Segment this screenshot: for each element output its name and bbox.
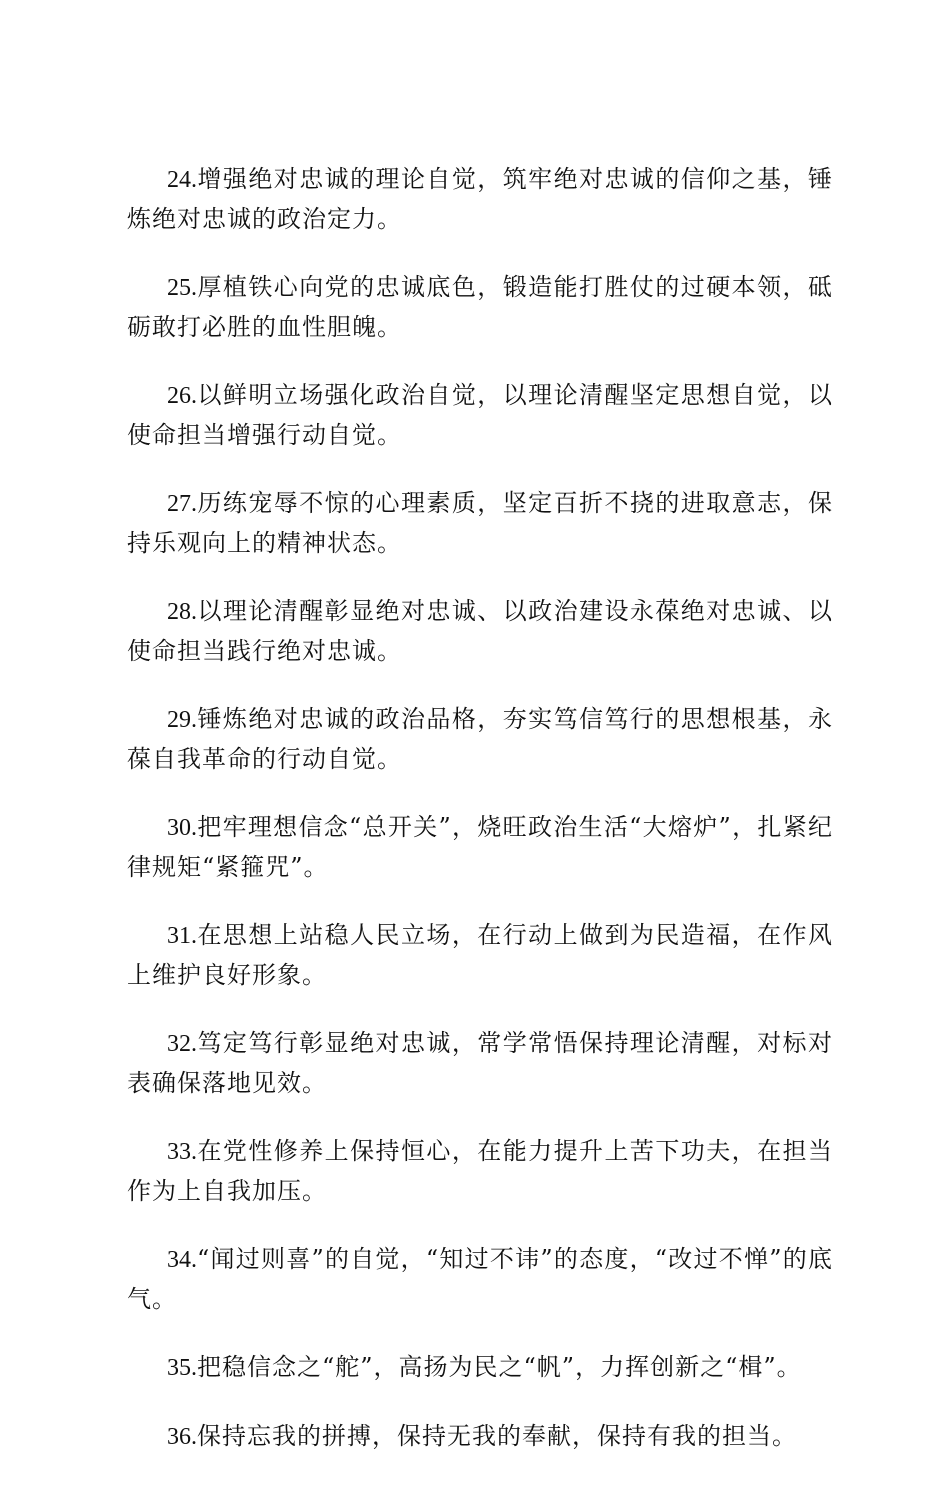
item-text: 把稳信念之“舵”，高扬为民之“帆”，力挥创新之“楫”。 <box>197 1353 802 1381</box>
item-text: 把牢理想信念“总开关”，烧旺政治生活“大熔炉”，扎紧纪律规矩“紧箍咒”。 <box>127 813 833 881</box>
item-number: 35. <box>167 1355 197 1381</box>
item-number: 30. <box>167 815 197 841</box>
item-number: 28. <box>167 599 197 625</box>
list-item <box>127 376 833 455</box>
item-number: 32. <box>167 1031 197 1057</box>
item-number: 27. <box>167 491 197 517</box>
list-item <box>127 1132 833 1211</box>
list-item <box>127 268 833 347</box>
list-item <box>127 1417 833 1457</box>
item-text: 增强绝对忠诚的理论自觉，筑牢绝对忠诚的信仰之基，锤炼绝对忠诚的政治定力。 <box>127 165 833 233</box>
list-item <box>127 484 833 563</box>
item-text: 以鲜明立场强化政治自觉，以理论清醒坚定思想自觉，以使命担当增强行动自觉。 <box>127 381 833 449</box>
item-text: “闻过则喜”的自觉，“知过不讳”的态度，“改过不惮”的底气。 <box>127 1245 833 1313</box>
item-number: 36. <box>167 1424 197 1450</box>
item-text: 锤炼绝对忠诚的政治品格，夯实笃信笃行的思想根基，永葆自我革命的行动自觉。 <box>127 705 833 773</box>
item-text: 笃定笃行彰显绝对忠诚，常学常悟保持理论清醒，对标对表确保落地见效。 <box>127 1029 833 1097</box>
list-item <box>127 1024 833 1103</box>
item-text: 以理论清醒彰显绝对忠诚、以政治建设永葆绝对忠诚、以使命担当践行绝对忠诚。 <box>127 597 833 665</box>
list-item <box>127 1240 833 1319</box>
item-text: 厚植铁心向党的忠诚底色，锻造能打胜仗的过硬本领，砥砺敢打必胜的血性胆魄。 <box>127 273 833 341</box>
item-text: 在党性修养上保持恒心，在能力提升上苦下功夫，在担当作为上自我加压。 <box>127 1137 833 1205</box>
list-item <box>127 700 833 779</box>
item-text: 历练宠辱不惊的心理素质，坚定百折不挠的进取意志，保持乐观向上的精神状态。 <box>127 489 833 557</box>
list-item <box>127 808 833 887</box>
list-item <box>127 592 833 671</box>
item-text: 在思想上站稳人民立场，在行动上做到为民造福，在作风上维护良好形象。 <box>127 921 833 989</box>
item-number: 24. <box>167 167 197 193</box>
item-number: 25. <box>167 275 197 301</box>
list-item <box>127 1348 833 1388</box>
item-number: 31. <box>167 923 197 949</box>
item-number: 26. <box>167 383 197 409</box>
item-number: 33. <box>167 1139 197 1165</box>
list-item <box>127 916 833 995</box>
list-item <box>127 160 833 239</box>
item-number: 29. <box>167 707 197 733</box>
item-text: 保持忘我的拼搏，保持无我的奉献，保持有我的担当。 <box>197 1422 797 1450</box>
document-body <box>127 160 833 1486</box>
item-number: 34. <box>167 1247 197 1273</box>
